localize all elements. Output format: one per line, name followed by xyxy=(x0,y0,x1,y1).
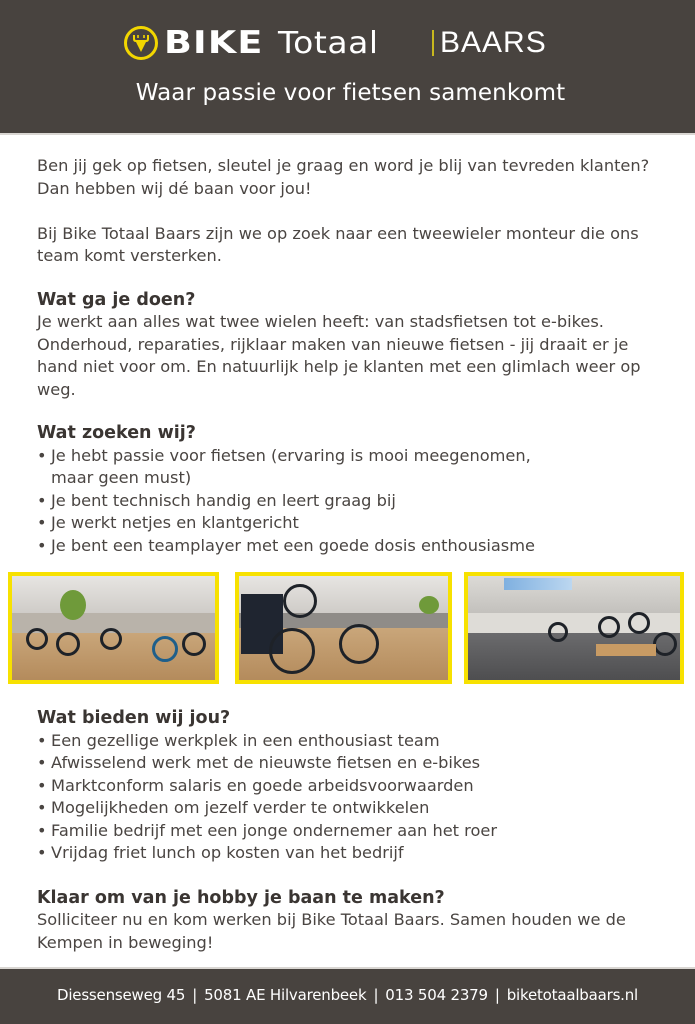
section-heading-doen: Wat ga je doen? xyxy=(37,289,196,310)
bike-totaal-badge-icon xyxy=(124,26,158,60)
logo-word-totaal: Totaal xyxy=(278,25,379,61)
list-item: • Je bent een teamplayer met een goede dosis enthousiasme xyxy=(37,535,577,558)
list-item: • Vrijdag friet lunch op kosten van het bedrijf xyxy=(37,842,677,865)
store-photo-grey-floor-showroom xyxy=(464,572,684,684)
list-item: • Een gezellige werkplek in een enthousiast team xyxy=(37,730,677,753)
list-item: • Je bent technisch handig en leert graag bij xyxy=(37,490,577,513)
list-item: • Familie bedrijf met een jonge ondernemer aan het roer xyxy=(37,820,677,843)
vacancy-content xyxy=(37,155,677,557)
list-item: • Je werkt netjes en klantgericht xyxy=(37,512,577,535)
requirements-list xyxy=(37,445,577,558)
contact-line xyxy=(0,986,695,1004)
footer-separator: | xyxy=(494,986,500,1004)
tagline: Waar passie voor fietsen samenkomt xyxy=(135,80,566,106)
intro-paragraph-2: Bij Bike Totaal Baars zijn we op zoek naar een tweewieler monteur die ons team komt versterken. xyxy=(37,223,639,265)
section-heading-bieden: Wat bieden wij jou? xyxy=(37,708,231,728)
header-banner xyxy=(0,0,695,133)
list-item: • Marktconform salaris en goede arbeidsvoorwaarden xyxy=(37,775,677,798)
header-divider xyxy=(0,133,695,135)
footer-website: biketotaalbaars.nl xyxy=(506,986,639,1004)
section-body-doen: Je werkt aan alles wat twee wielen heeft: van stadsfietsen tot e-bikes. Onderhoud, reparaties, rijklaar maken van nieuwe fietsen - jij draait er je hand niet voor om. En natuurlijk help je klanten met een glimlach weer op weg. xyxy=(37,312,641,399)
section-body-klaar: Solliciteer nu en kom werken bij Bike Totaal Baars. Samen houden we de Kempen in beweging! xyxy=(37,910,626,952)
intro-paragraph-1: Ben jij gek op fietsen, sleutel je graag en word je blij van tevreden klanten? Dan hebben wij dé baan voor jou! xyxy=(37,156,650,198)
logo-word-bike: BIKE xyxy=(164,25,264,61)
footer-contact-bar xyxy=(0,969,695,1024)
benefits-list xyxy=(37,730,677,865)
footer-separator: | xyxy=(373,986,379,1004)
section-heading-klaar: Klaar om van je hobby je baan te maken? xyxy=(37,887,445,908)
list-item: • Mogelijkheden om jezelf verder te ontwikkelen xyxy=(37,797,677,820)
store-photo-wood-floor-showroom xyxy=(8,572,219,684)
list-item: • Afwisselend werk met de nieuwste fietsen en e-bikes xyxy=(37,752,677,775)
brand-logo xyxy=(124,25,547,61)
footer-phone: 013 504 2379 xyxy=(385,986,488,1004)
footer-postal-city: 5081 AE Hilvarenbeek xyxy=(204,986,367,1004)
store-photo-e-bike-closeup xyxy=(235,572,452,684)
section-heading-zoeken: Wat zoeken wij? xyxy=(37,423,196,443)
footer-address: Diessenseweg 45 xyxy=(56,986,186,1004)
store-photo-strip xyxy=(0,572,695,684)
footer-separator: | xyxy=(192,986,198,1004)
list-item: • Je hebt passie voor fietsen (ervaring is mooi meegenomen, maar geen must) xyxy=(37,445,577,490)
logo-word-baars: BAARS xyxy=(440,26,547,59)
vacancy-content-lower xyxy=(37,707,677,954)
